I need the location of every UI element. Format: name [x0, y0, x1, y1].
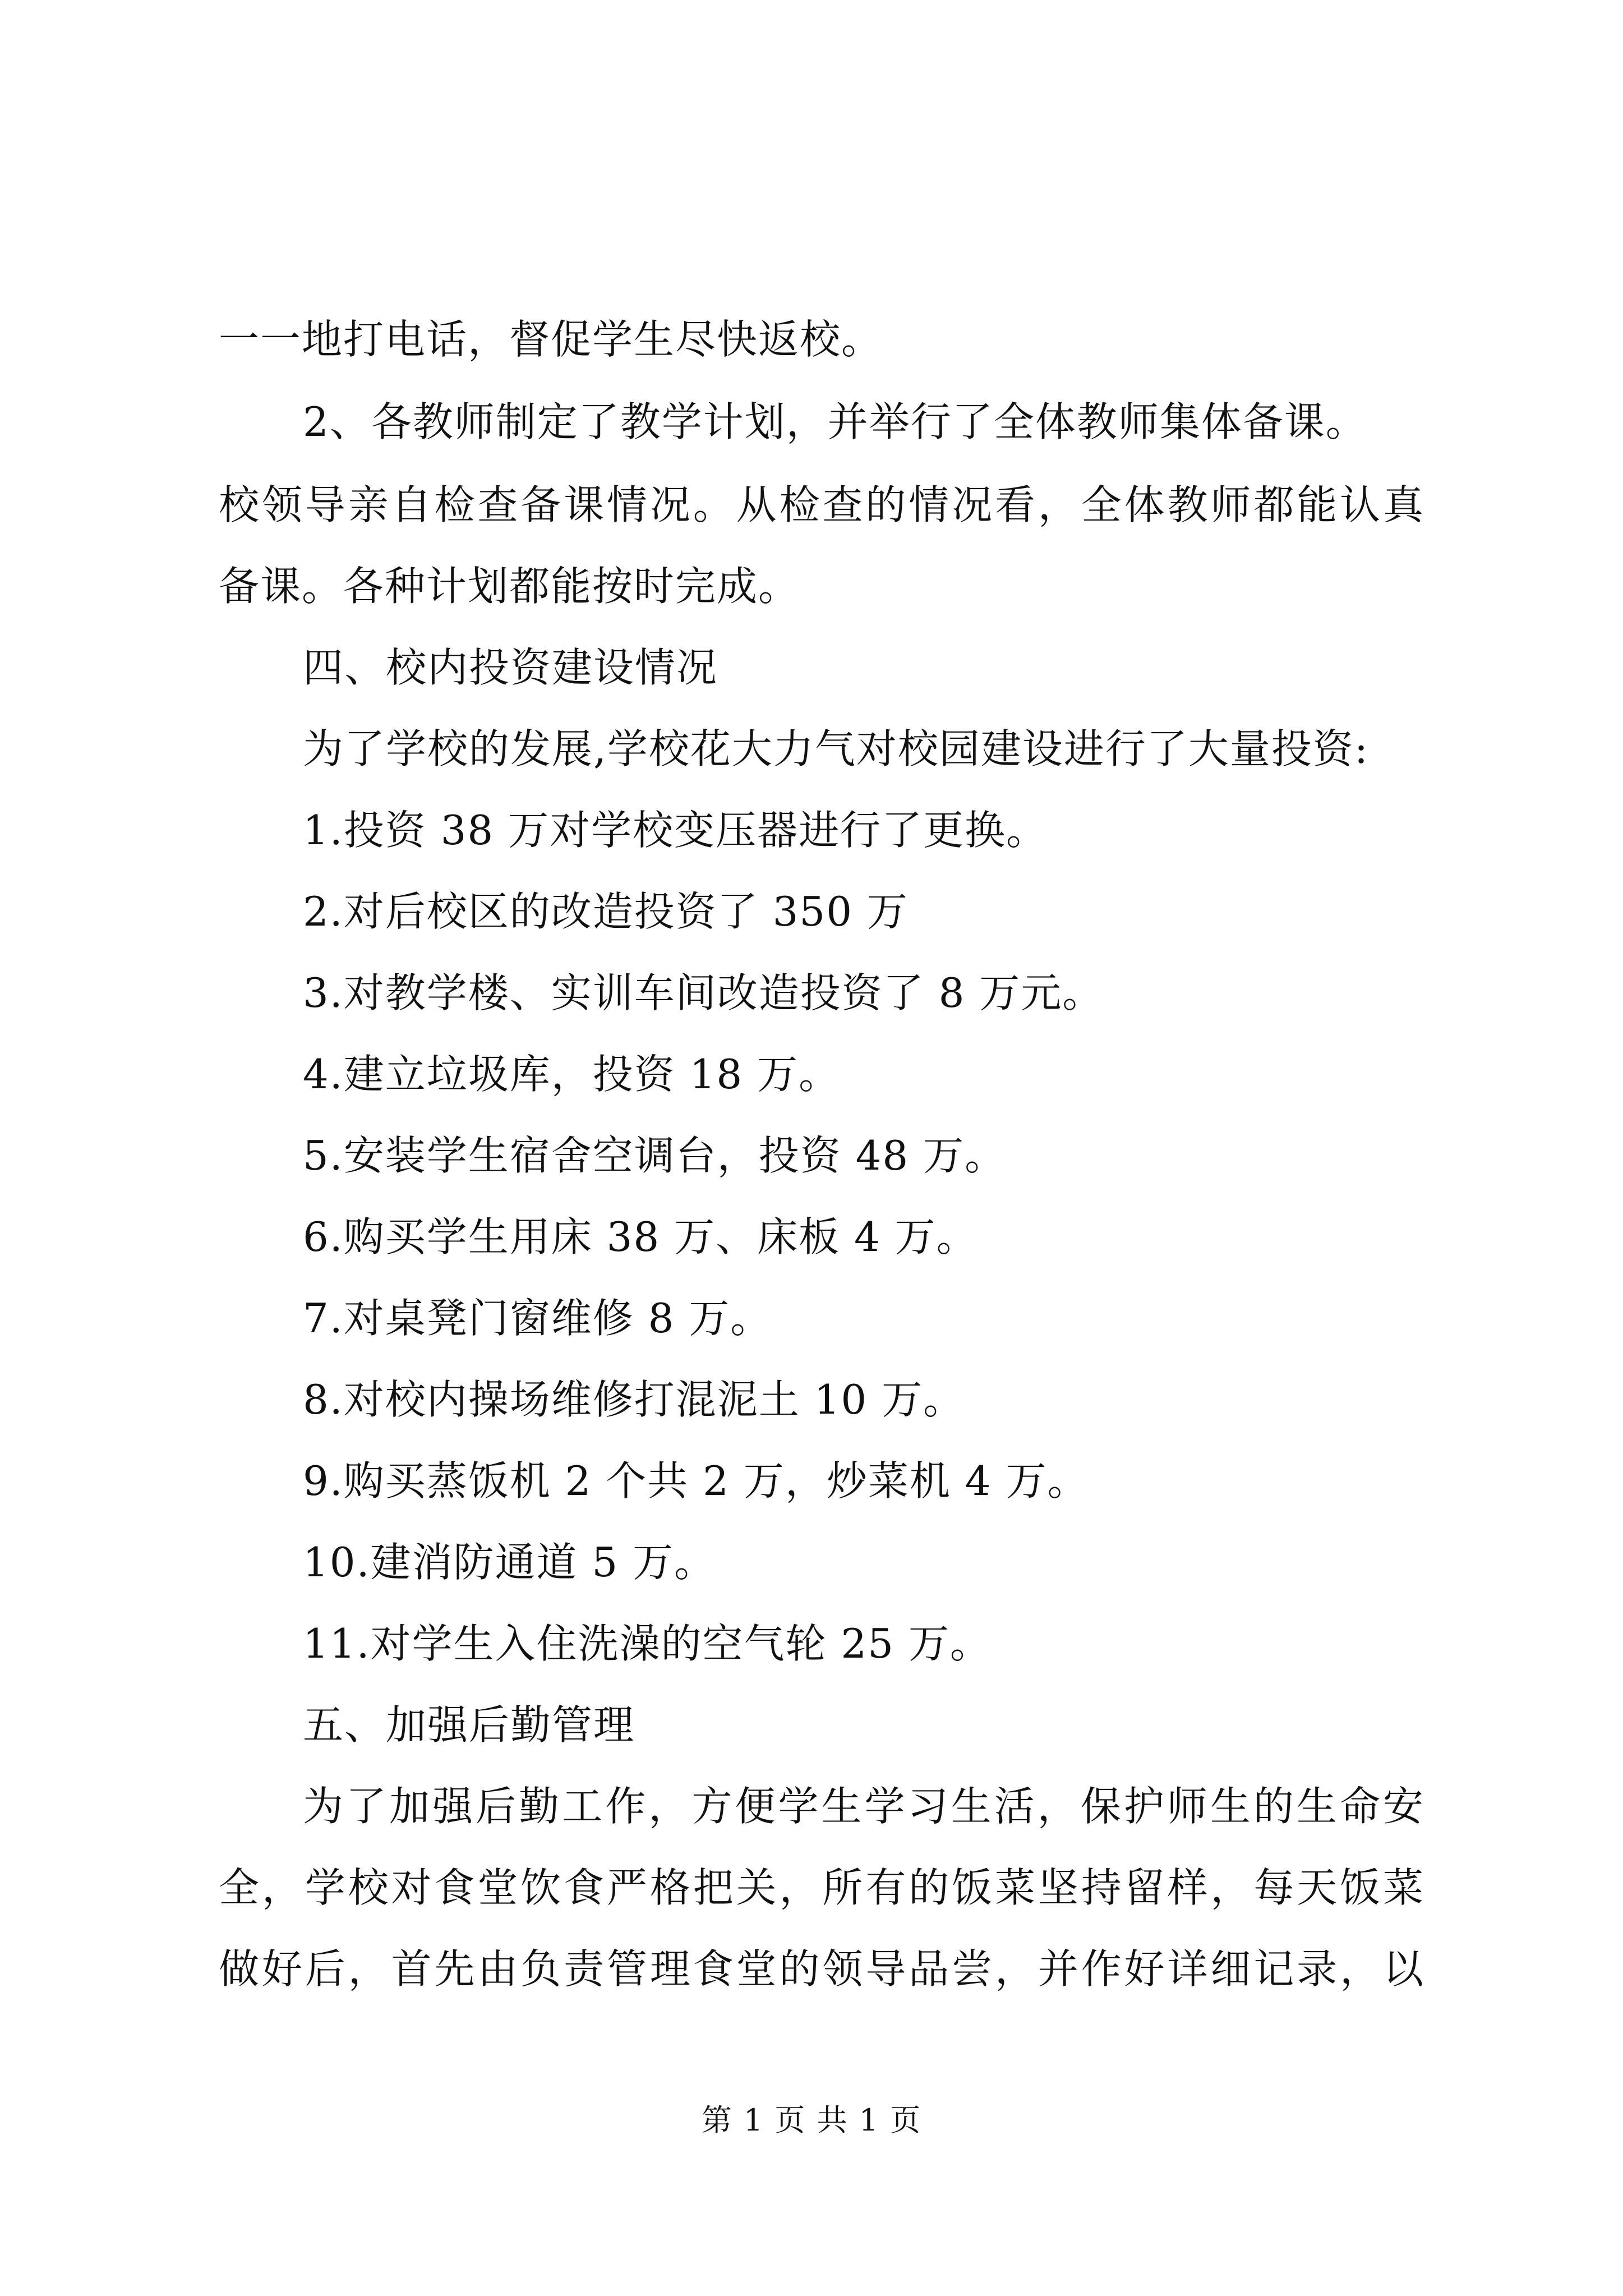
text-line-4: 备课。各种计划都能按时完成。 — [219, 563, 800, 610]
list-item-4: 4.建立垃圾库，投资 18 万。 — [303, 1051, 841, 1098]
text-line-21: 做好后，首先由负责管理食堂的领导品尝，并作好详细记录，以 — [219, 1945, 1424, 1993]
text-line-20: 全，学校对食堂饮食严格把关，所有的饭菜坚持留样，每天饭菜 — [219, 1864, 1424, 1911]
list-item-6: 6.购买学生用床 38 万、床板 4 万。 — [303, 1213, 978, 1260]
list-item-11: 11.对学生入住洗澡的空气轮 25 万。 — [303, 1620, 992, 1667]
list-item-3: 3.对教学楼、实训车间改造投资了 8 万元。 — [303, 969, 1104, 1016]
text-line-1: 一一地打电话，督促学生尽快返校。 — [219, 316, 883, 363]
page-footer: 第 1 页 共 1 页 — [701, 2102, 922, 2138]
list-item-5: 5.安装学生宿舍空调台，投资 48 万。 — [303, 1132, 1007, 1179]
list-item-7: 7.对桌凳门窗维修 8 万。 — [303, 1295, 772, 1342]
list-item-8: 8.对校内操场维修打混泥土 10 万。 — [303, 1376, 965, 1423]
section-heading-4: 四、校内投资建设情况 — [303, 644, 718, 691]
list-item-1: 1.投资 38 万对学校变压器进行了更换。 — [303, 807, 1048, 854]
section-heading-5: 五、加强后勤管理 — [303, 1701, 635, 1749]
text-line-19: 为了加强后勤工作，方便学生学习生活，保护师生的生命安 — [303, 1783, 1424, 1830]
text-line-3: 校领导亲自检查备课情况。从检查的情况看，全体教师都能认真 — [219, 481, 1424, 528]
text-line-6: 为了学校的发展,学校花大力气对校园建设进行了大量投资: — [303, 725, 1370, 772]
list-item-2: 2.对后校区的改造投资了 350 万 — [303, 888, 909, 935]
list-item-10: 10.建消防通道 5 万。 — [303, 1539, 716, 1586]
list-item-9: 9.购买蒸饭机 2 个共 2 万，炒菜机 4 万。 — [303, 1457, 1089, 1504]
text-line-2: 2、各教师制定了教学计划，并举行了全体教师集体备课。 — [303, 398, 1367, 445]
